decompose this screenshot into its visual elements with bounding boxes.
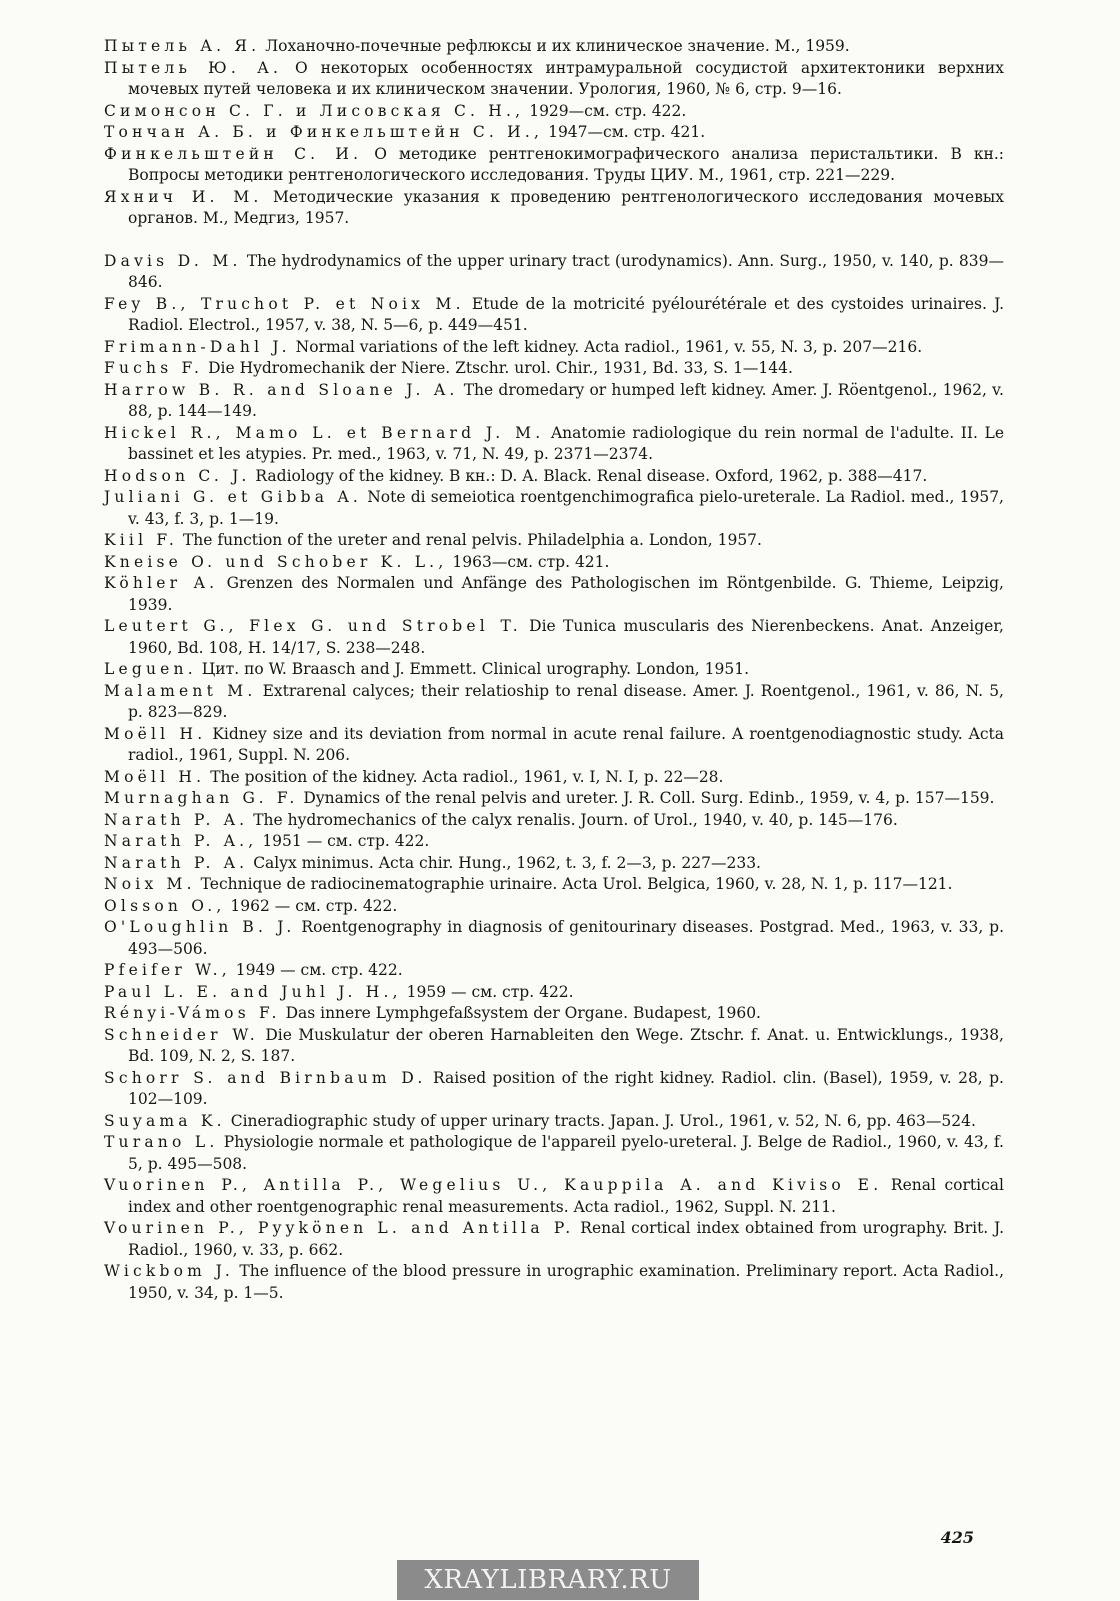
section-gap — [104, 230, 1004, 251]
reference-citation: Calyx minimus. Acta chir. Hung., 1962, t. 3, f. 2—3, p. 227—233. — [248, 853, 761, 872]
reference-entry — [104, 58, 1004, 101]
reference-entry — [104, 1132, 1004, 1175]
reference-citation: 1951 — см. стр. 422. — [257, 832, 430, 850]
reference-citation: Normal variations of the left kidney. Acta radiol., 1961, v. 55, N. 3, p. 207—216. — [290, 337, 923, 356]
reference-author: Финкельштейн С. И. — [104, 144, 363, 163]
reference-citation: The function of the ureter and renal pelvis. Philadelphia a. London, 1957. — [178, 531, 762, 549]
references-foreign — [104, 251, 1004, 1305]
reference-entry — [104, 1068, 1004, 1111]
reference-author: Kiil F. — [104, 531, 179, 549]
reference-author: Turano L. — [104, 1133, 219, 1151]
reference-author: Paul L. E. and Juhl J. H., — [104, 982, 402, 1001]
reference-citation: The influence of the blood pressure in urographic examination. Preliminary report. Acta Radiol., 1950, v. 34, p. 1—5. — [128, 1262, 1004, 1302]
reference-citation: О некоторых особенностях интрамуральной сосудистой архитектоники верхних мочевых путей человека и их клиническом значении. Урология, 1960, № 6, стр. 9—16. — [128, 58, 1005, 98]
reference-author: Moëll H. — [104, 724, 207, 743]
reference-author: Leutert G., Flex G. und Strobel T. — [104, 617, 522, 635]
reference-citation: The position of the kidney. Acta radiol., 1961, v. I, N. I, p. 22—28. — [205, 767, 724, 786]
reference-entry — [104, 681, 1004, 724]
reference-author: Frimann-Dahl J. — [104, 337, 291, 356]
reference-author: Noix M. — [104, 875, 196, 893]
reference-entry — [104, 1175, 1004, 1218]
reference-author: Leguen. — [104, 660, 197, 678]
reference-entry — [104, 487, 1004, 530]
reference-author: Narath P. A. — [104, 853, 249, 872]
reference-author: Moëll H. — [104, 767, 206, 786]
reference-entry — [104, 917, 1004, 960]
reference-author: Harrow B. R. and Sloane J. A. — [104, 380, 459, 399]
reference-entry — [104, 788, 1004, 810]
reference-citation: Etude de la motricité pyélourétérale et des cystoides urinaires. J. Radiol. Electrol., 1957, v. 38, N. 5—6, p. 449—451. — [128, 294, 1005, 334]
reference-author: Пытель Ю. А. — [104, 58, 283, 77]
reference-author: Яхнич И. М. — [104, 187, 263, 206]
reference-citation: The hydromechanics of the calyx renalis. Journ. of Urol., 1940, v. 40, p. 145—176. — [248, 810, 898, 829]
reference-citation: Kidney size and its deviation from normal in acute renal failure. A roentgenodiagnostic study. Acta radiol., 1961, Suppl. N. 206. — [128, 724, 1004, 764]
reference-citation: The dromedary or humped left kidney. Amer. J. Röentgenol., 1962, v. 88, p. 144—149. — [128, 380, 1004, 420]
reference-author: Hodson C. J. — [104, 466, 251, 485]
reference-author: Murnaghan G. F. — [104, 789, 299, 807]
reference-citation: 1947—см. стр. 421. — [543, 123, 706, 141]
reference-entry — [104, 659, 1004, 681]
watermark: XRAYLIBRARY.RU — [397, 1560, 699, 1600]
reference-entry — [104, 1218, 1004, 1261]
reference-citation: Radiology of the kidney. В кн.: D. A. Black. Renal disease. Oxford, 1962, p. 388—417. — [250, 466, 928, 485]
reference-author: Narath P. A. — [104, 810, 249, 829]
reference-author: Rényi-Vámos F. — [104, 1004, 281, 1022]
reference-citation: Physiologie normale et pathologique de l'appareil pyelo-ureteral. J. Belge de Radiol., 1960, v. 43, f. 5, p. 495—508. — [128, 1133, 1004, 1173]
reference-citation: О методике рентгенокимографического анализа перистальтики. В кн.: Вопросы методики рентгенологического исследования. Труды ЦИУ. М., 1961, стр. 221—229. — [128, 144, 1004, 184]
reference-entry — [104, 1111, 1004, 1133]
reference-citation: 1962 — см. стр. 422. — [225, 896, 398, 915]
page-number: 425 — [940, 1528, 974, 1547]
reference-entry — [104, 101, 1004, 123]
reference-entry — [104, 36, 1004, 58]
reference-author: Fey B., Truchot P. et Noix M. — [104, 294, 465, 313]
reference-entry — [104, 122, 1004, 144]
reference-citation: 1963—см. стр. 421. — [447, 552, 610, 571]
reference-entry — [104, 530, 1004, 552]
reference-entry — [104, 1003, 1004, 1025]
reference-citation: Grenzen des Normalen und Anfänge des Pathologischen im Röntgenbilde. G. Thieme, Leipzig, 1939. — [128, 574, 1004, 614]
reference-citation: Note di semeiotica roentgenchimografica pielo-ureterale. La Radiol. med., 1957, v. 43, f. 3, p. 1—19. — [128, 488, 1004, 528]
reference-entry — [104, 552, 1004, 574]
reference-entry — [104, 1261, 1004, 1304]
reference-author: Симонсон С. Г. и Лисовская С. Н., — [104, 101, 525, 120]
reference-citation: Technique de radiocinematographie urinaire. Acta Urol. Belgica, 1960, v. 28, N. 1, p. 117—121. — [195, 875, 953, 893]
reference-author: Malament M. — [104, 681, 257, 700]
reference-author: Suyama K. — [104, 1111, 226, 1130]
reference-author: Vuorinen P., Antilla P., Wegelius U., Kauppila A. and Kiviso E. — [104, 1176, 883, 1194]
reference-author: Тончан А. Б. и Финкельштейн С. И., — [104, 123, 544, 141]
reference-citation: Anatomie radiologique du rein normal de l'adulte. II. Le bassinet et les atypies. Pr. med., 1963, v. 71, N. 49, p. 2371—2374. — [128, 423, 1005, 463]
reference-entry — [104, 294, 1004, 337]
reference-entry — [104, 573, 1004, 616]
reference-author: Fuchs F. — [104, 359, 204, 377]
reference-author: Olsson O., — [104, 896, 226, 915]
reference-entry — [104, 187, 1004, 230]
reference-author: Köhler A. — [104, 574, 219, 592]
reference-entry — [104, 337, 1004, 359]
reference-entry — [104, 616, 1004, 659]
reference-citation: Dynamics of the renal pelvis and ureter. J. R. Coll. Surg. Edinb., 1959, v. 4, p. 157—159. — [298, 789, 995, 807]
reference-author: Wickbom J. — [104, 1262, 234, 1280]
reference-author: O'Loughlin B. J. — [104, 918, 296, 936]
reference-entry — [104, 896, 1004, 918]
reference-author: Пытель А. Я. — [104, 37, 261, 55]
reference-citation: Die Tunica muscularis des Nierenbeckens. Anat. Anzeiger, 1960, Bd. 108, H. 14/17, S. 238—248. — [128, 617, 1004, 657]
reference-list — [104, 36, 1004, 1304]
reference-citation: Cineradiographic study of upper urinary tracts. Japan. J. Urol., 1961, v. 52, N. 6, pp. 463—524. — [225, 1111, 976, 1130]
reference-entry — [104, 251, 1004, 294]
reference-entry — [104, 982, 1004, 1004]
references-russian — [104, 36, 1004, 230]
reference-citation: 1949 — см. стр. 422. — [230, 961, 403, 979]
reference-author: Narath P. A., — [104, 832, 258, 850]
reference-entry — [104, 960, 1004, 982]
reference-author: Kneise O. und Schober K. L., — [104, 552, 448, 571]
reference-citation: Extrarenal calyces; their relatioship to renal disease. Amer. J. Roentgenol., 1961, v. 86, N. 5, p. 823—829. — [128, 681, 1004, 721]
reference-entry — [104, 831, 1004, 853]
reference-citation: 1959 — см. стр. 422. — [401, 982, 574, 1001]
reference-citation: Die Hydromechanik der Niere. Ztschr. urol. Chir., 1931, Bd. 33, S. 1—144. — [203, 359, 793, 377]
reference-citation: Лоханочно-почечные рефлюксы и их клиническое значение. М., 1959. — [260, 37, 850, 55]
reference-citation: Renal cortical index obtained from urography. Brit. J. Radiol., 1960, v. 33, p. 662. — [128, 1219, 1004, 1259]
reference-entry — [104, 144, 1004, 187]
reference-entry — [104, 358, 1004, 380]
reference-citation: 1929—см. стр. 422. — [524, 101, 687, 120]
reference-author: Hickel R., Mamo L. et Bernard J. M. — [104, 423, 545, 442]
reference-entry — [104, 767, 1004, 789]
reference-citation: The hydrodynamics of the upper urinary tract (urodynamics). Ann. Surg., 1950, v. 140, p. 839—846. — [128, 251, 1005, 291]
reference-author: Juliani G. et Gibba A. — [104, 488, 363, 506]
reference-entry — [104, 853, 1004, 875]
reference-citation: Das innere Lymphgefaßsystem der Organe. Budapest, 1960. — [280, 1004, 761, 1022]
reference-author: Davis D. M. — [104, 251, 242, 270]
reference-entry — [104, 810, 1004, 832]
reference-citation: Roentgenography in diagnosis of genitourinary diseases. Postgrad. Med., 1963, v. 33, p. 493—506. — [128, 918, 1004, 958]
reference-citation: Die Muskulatur der oberen Harnableiten den Wege. Ztschr. f. Anat. u. Entwicklungs., 1938, Bd. 109, N. 2, S. 187. — [128, 1025, 1004, 1065]
reference-citation: Renal cortical index and other roentgenographic renal measurements. Acta radiol., 1962, Suppl. N. 211. — [128, 1176, 1004, 1216]
reference-entry — [104, 724, 1004, 767]
reference-author: Pfeifer W., — [104, 961, 231, 979]
reference-citation: Методические указания к проведению рентгенологического исследования мочевых органов. М., Медгиз, 1957. — [128, 187, 1004, 227]
reference-entry — [104, 380, 1004, 423]
reference-author: Schneider W. — [104, 1025, 259, 1044]
reference-entry — [104, 466, 1004, 488]
reference-entry — [104, 423, 1004, 466]
reference-author: Schorr S. and Birnbaum D. — [104, 1068, 427, 1087]
reference-author: Vourinen P., Pyykönen L. and Antilla P. — [104, 1219, 575, 1237]
reference-citation: Цит. по W. Braasch and J. Emmett. Clinical urography. London, 1951. — [196, 660, 750, 678]
reference-entry — [104, 874, 1004, 896]
reference-entry — [104, 1025, 1004, 1068]
reference-citation: Raised position of the right kidney. Radiol. clin. (Basel), 1959, v. 28, p. 102—109. — [128, 1068, 1004, 1108]
